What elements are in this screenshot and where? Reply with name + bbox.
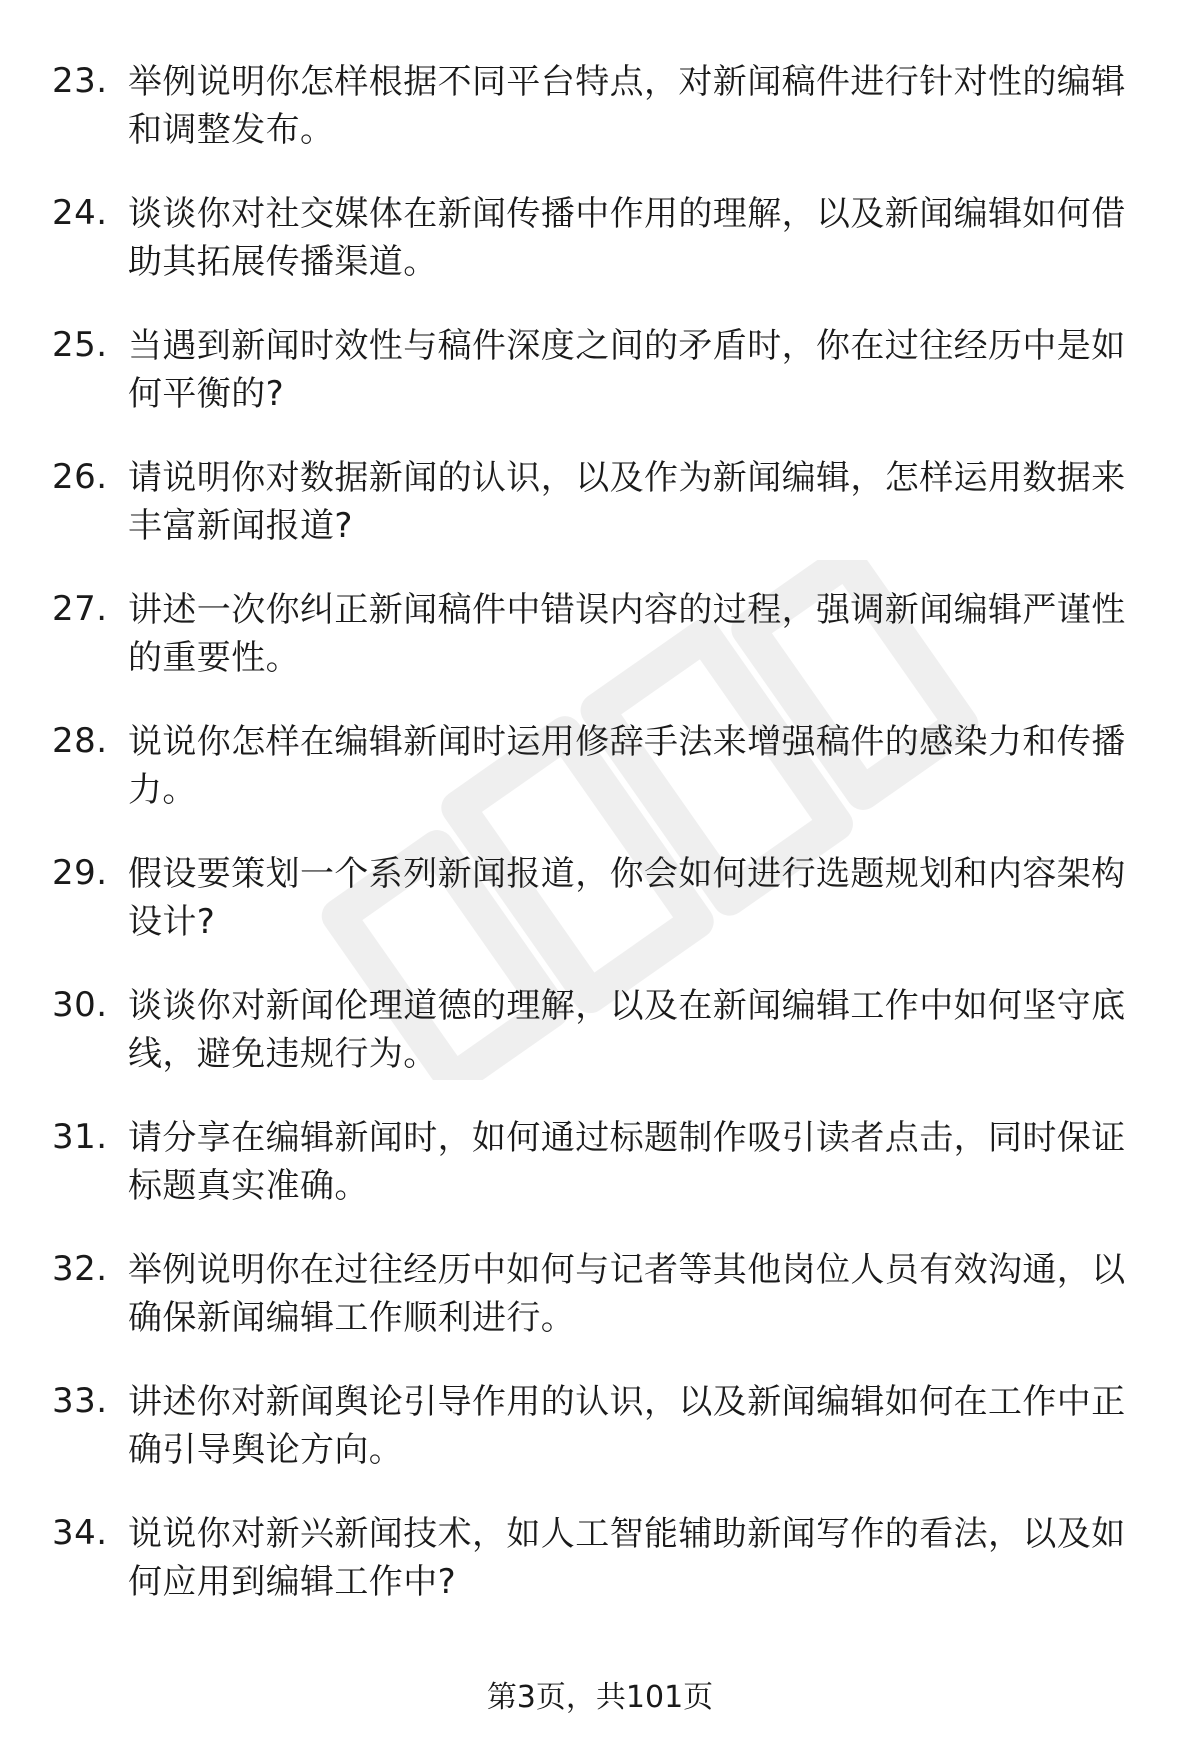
question-text: 讲述你对新闻舆论引导作用的认识，以及新闻编辑如何在工作中正确引导舆论方向。 [128,1382,1126,1470]
question-text: 谈谈你对新闻伦理道德的理解，以及在新闻编辑工作中如何坚守底线，避免违规行为。 [128,986,1126,1074]
question-text: 举例说明你怎样根据不同平台特点，对新闻稿件进行针对性的编辑和调整发布。 [128,62,1126,150]
list-item [0,718,1200,850]
list-item [0,850,1200,982]
question-text: 说说你怎样在编辑新闻时运用修辞手法来增强稿件的感染力和传播力。 [128,722,1126,810]
question-number: 32. [52,1249,108,1289]
question-number: 30. [52,985,108,1025]
list-item [0,322,1200,454]
question-number: 23. [52,61,108,101]
list-item [0,190,1200,322]
question-text: 假设要策划一个系列新闻报道，你会如何进行选题规划和内容架构设计? [128,854,1126,942]
list-item [0,1510,1200,1642]
list-item [0,982,1200,1114]
question-text: 请分享在编辑新闻时，如何通过标题制作吸引读者点击，同时保证标题真实准确。 [128,1118,1126,1206]
question-number: 34. [52,1513,108,1553]
question-number: 29. [52,853,108,893]
question-text: 讲述一次你纠正新闻稿件中错误内容的过程，强调新闻编辑严谨性的重要性。 [128,590,1126,678]
question-text: 当遇到新闻时效性与稿件深度之间的矛盾时，你在过往经历中是如何平衡的? [128,326,1126,414]
list-item [0,1246,1200,1378]
question-list [0,58,1200,1642]
question-number: 28. [52,721,108,761]
question-number: 33. [52,1381,108,1421]
question-text: 谈谈你对社交媒体在新闻传播中作用的理解，以及新闻编辑如何借助其拓展传播渠道。 [128,194,1126,282]
question-number: 26. [52,457,108,497]
question-number: 31. [52,1117,108,1157]
question-number: 27. [52,589,108,629]
list-item [0,58,1200,190]
list-item [0,1378,1200,1510]
question-text: 举例说明你在过往经历中如何与记者等其他岗位人员有效沟通，以确保新闻编辑工作顺利进行。 [128,1250,1126,1338]
list-item [0,586,1200,718]
question-text: 请说明你对数据新闻的认识，以及作为新闻编辑，怎样运用数据来丰富新闻报道? [128,458,1126,546]
list-item [0,454,1200,586]
page-number-footer: 第3页，共101页 [486,1680,714,1715]
list-item [0,1114,1200,1246]
question-number: 25. [52,325,108,365]
question-number: 24. [52,193,108,233]
question-text: 说说你对新兴新闻技术，如人工智能辅助新闻写作的看法，以及如何应用到编辑工作中? [128,1514,1126,1602]
